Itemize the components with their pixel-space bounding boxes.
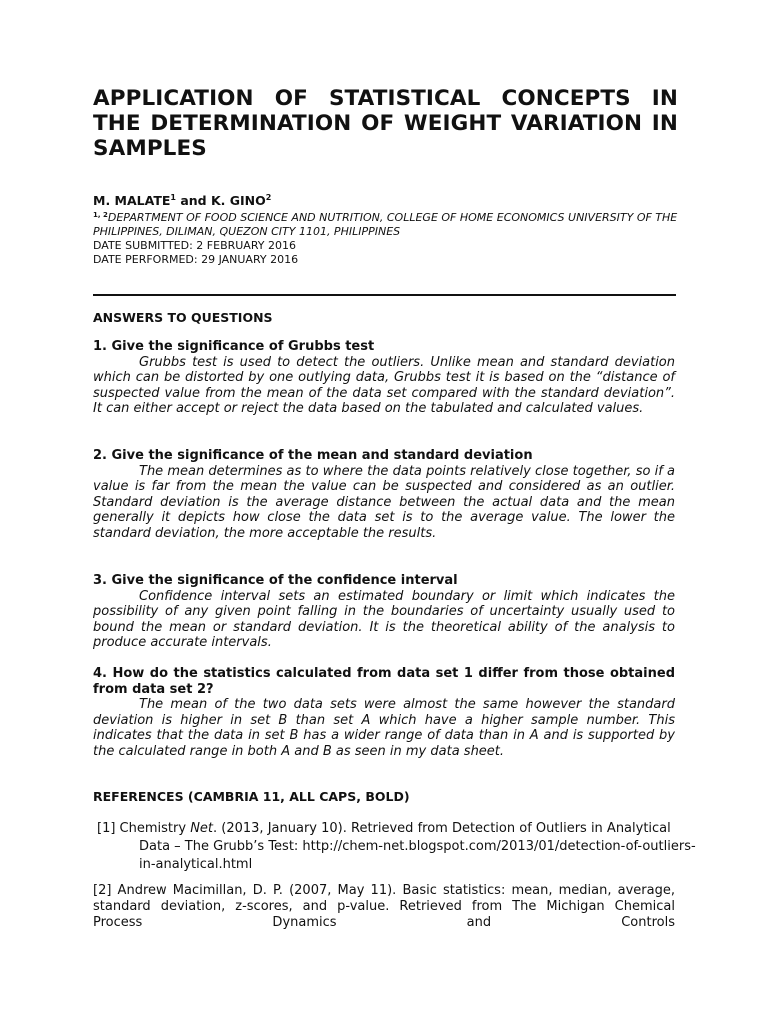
- date-performed: DATE PERFORMED: 29 JANUARY 2016: [93, 253, 299, 266]
- question-answer: Confidence interval sets an estimated boundary or limit which indicates the possibility of any given point falling in the boundaries of uncertainty usually used to bound the mean or standard deviation. It is the theoretical ability of the analysis to produce accurate intervals.: [93, 588, 675, 651]
- author-connector: and: [175, 193, 211, 208]
- paper-title: APPLICATION OF STATISTICAL CONCEPTS IN THE DETERMINATION OF WEIGHT VARIATION IN SAMPLES: [93, 86, 678, 161]
- references-heading: REFERENCES (CAMBRIA 11, ALL CAPS, BOLD): [93, 789, 410, 804]
- answers-heading: ANSWERS TO QUESTIONS: [93, 310, 273, 325]
- question-1: [93, 339, 675, 417]
- question-4: [93, 666, 675, 760]
- author-1-affiliation-mark: 1: [170, 193, 176, 202]
- author-line: [93, 190, 683, 209]
- date-submitted: DATE SUBMITTED: 2 FEBRUARY 2016: [93, 239, 296, 252]
- reference-2: [2] Andrew Macimillan, D. P. (2007, May 11). Basic statistics: mean, median, average, standard deviation, z-scores, and p-value. Retrieved from The Michigan Chemical Process Dynamics and Controls: [93, 883, 675, 930]
- question-answer: The mean of the two data sets were almost the same however the standard deviation is higher in set B than set A which have a higher sample number. This indicates that the data in set B has a wider range of data than in A and is supported by the calculated range in both A and B as seen in my data sheet.: [93, 697, 675, 759]
- reference-1-rest: . (2013, January 10). Retrieved from Detection of Outliers in Analytical Data – The Grubb’s Test: http://chem-net.blogspot.com/2013/01/detection-of-outliers-in-analytical.html: [139, 821, 696, 872]
- affiliation-marks: 1, 2: [93, 211, 108, 219]
- question-answer: Grubbs test is used to detect the outliers. Unlike mean and standard deviation which can be distorted by one outlying data, Grubbs test it is based on the “distance of suspected value from the mean of the data set compared with the standard deviation”. It can either accept or reject the data based on the tabulated and calculated values.: [93, 354, 675, 417]
- question-heading: 4. How do the statistics calculated from data set 1 differ from those obtained from data set 2?: [93, 666, 675, 697]
- question-heading: 2. Give the significance of the mean and standard deviation: [93, 448, 533, 463]
- author-1: M. MALATE: [93, 193, 171, 208]
- department-line: [93, 208, 693, 239]
- reference-1: [97, 820, 699, 874]
- header-divider: [93, 294, 676, 296]
- department-text: DEPARTMENT OF FOOD SCIENCE AND NUTRITION, COLLEGE OF HOME ECONOMICS UNIVERSITY OF THE PHILIPPINES, DILIMAN, QUEZON CITY 1101, PHILIPPINES: [93, 211, 678, 238]
- author-2-affiliation-mark: 2: [265, 193, 272, 202]
- question-3: [93, 573, 675, 651]
- affiliation-block: [93, 208, 693, 267]
- author-2: K. GINO: [210, 193, 266, 208]
- question-answer: The mean determines as to where the data points relatively close together, so if a value is far from the mean the value can be suspected and considered as an outlier. Standard deviation is the average distance between the actual data and the mean generally it depicts how close the data set is to the average value. The lower the standard deviation, the more acceptable the results.: [93, 463, 675, 541]
- question-heading: 3. Give the significance of the confidence interval: [93, 573, 458, 588]
- question-2: [93, 448, 675, 542]
- reference-1-italic: Net: [190, 821, 214, 836]
- reference-1-prefix: [1] Chemistry: [97, 821, 191, 836]
- question-heading: 1. Give the significance of Grubbs test: [93, 339, 375, 354]
